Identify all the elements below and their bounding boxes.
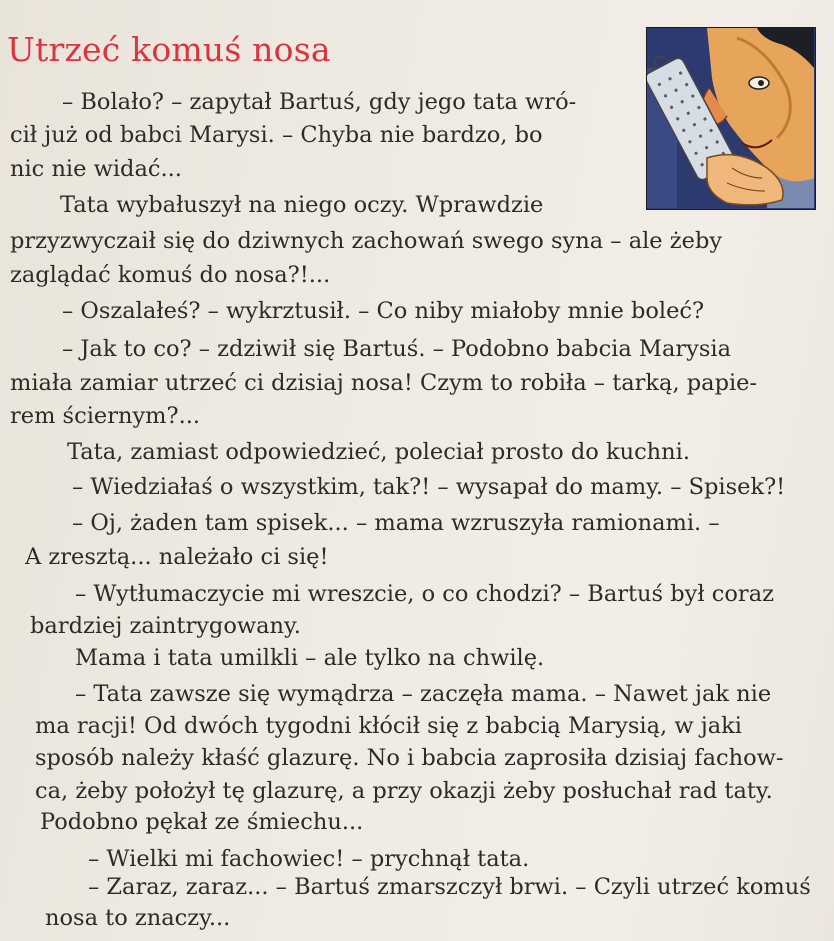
text-line: – Zaraz, zaraz... – Bartuś zmarszczył brwi. – Czyli utrzeć komuś [88,874,811,900]
text-line: ca, żeby położył tę glazurę, a przy okazji żeby posłuchał rad taty. [35,778,773,804]
text-line: nosa to znaczy... [45,905,231,931]
text-line: rem ściernym?... [10,403,201,429]
text-line: – Wiedziałaś o wszystkim, tak?! – wysapał do mamy. – Spisek?! [72,474,786,500]
text-line: – Wielki mi fachowiec! – prychnął tata. [88,846,530,872]
grater-nose-icon [647,28,814,208]
text-line: – Oj, żaden tam spisek... – mama wzruszyła ramionami. – [72,510,720,536]
text-line: Tata wybałuszył na niego oczy. Wprawdzie [60,192,544,218]
text-line: Mama i tata umilkli – ale tylko na chwilę. [75,645,545,671]
text-line: – Jak to co? – zdziwił się Bartuś. – Podobno babcia Marysia [62,336,732,362]
text-line: nic nie widać... [10,156,182,182]
text-line: – Bolało? – zapytał Bartuś, gdy jego tata wró- [62,89,577,115]
page-title: Utrzeć komuś nosa [7,30,331,69]
text-line: sposób należy kłaść glazurę. No i babcia zaprosiła dzisiaj fachow- [35,745,784,771]
text-line: Tata, zamiast odpowiedzieć, poleciał prosto do kuchni. [67,439,691,465]
text-line: A zresztą... należało ci się! [25,544,329,570]
text-line: – Oszalałeś? – wykrztusił. – Co niby miałoby mnie boleć? [62,298,705,324]
text-line: – Wytłumaczycie mi wreszcie, o co chodzi? – Bartuś był coraz [75,581,774,607]
text-line: – Tata zawsze się wymądrza – zaczęła mama. – Nawet jak nie [75,681,772,707]
text-line: zaglądać komuś do nosa?!... [10,262,331,288]
text-line: miała zamiar utrzeć ci dzisiaj nosa! Czym to robiła – tarką, papie- [10,370,758,396]
illustration-grater-nose [646,27,816,210]
text-line: Podobno pękał ze śmiechu... [40,809,364,835]
text-line: przyzwyczaił się do dziwnych zachowań swego syna – ale żeby [10,228,723,254]
text-line: cił już od babci Marysi. – Chyba nie bardzo, bo [10,122,543,148]
text-line: ma racji! Od dwóch tygodni kłócił się z babcią Marysią, w jaki [35,713,742,739]
text-line: bardziej zaintrygowany. [30,613,301,639]
